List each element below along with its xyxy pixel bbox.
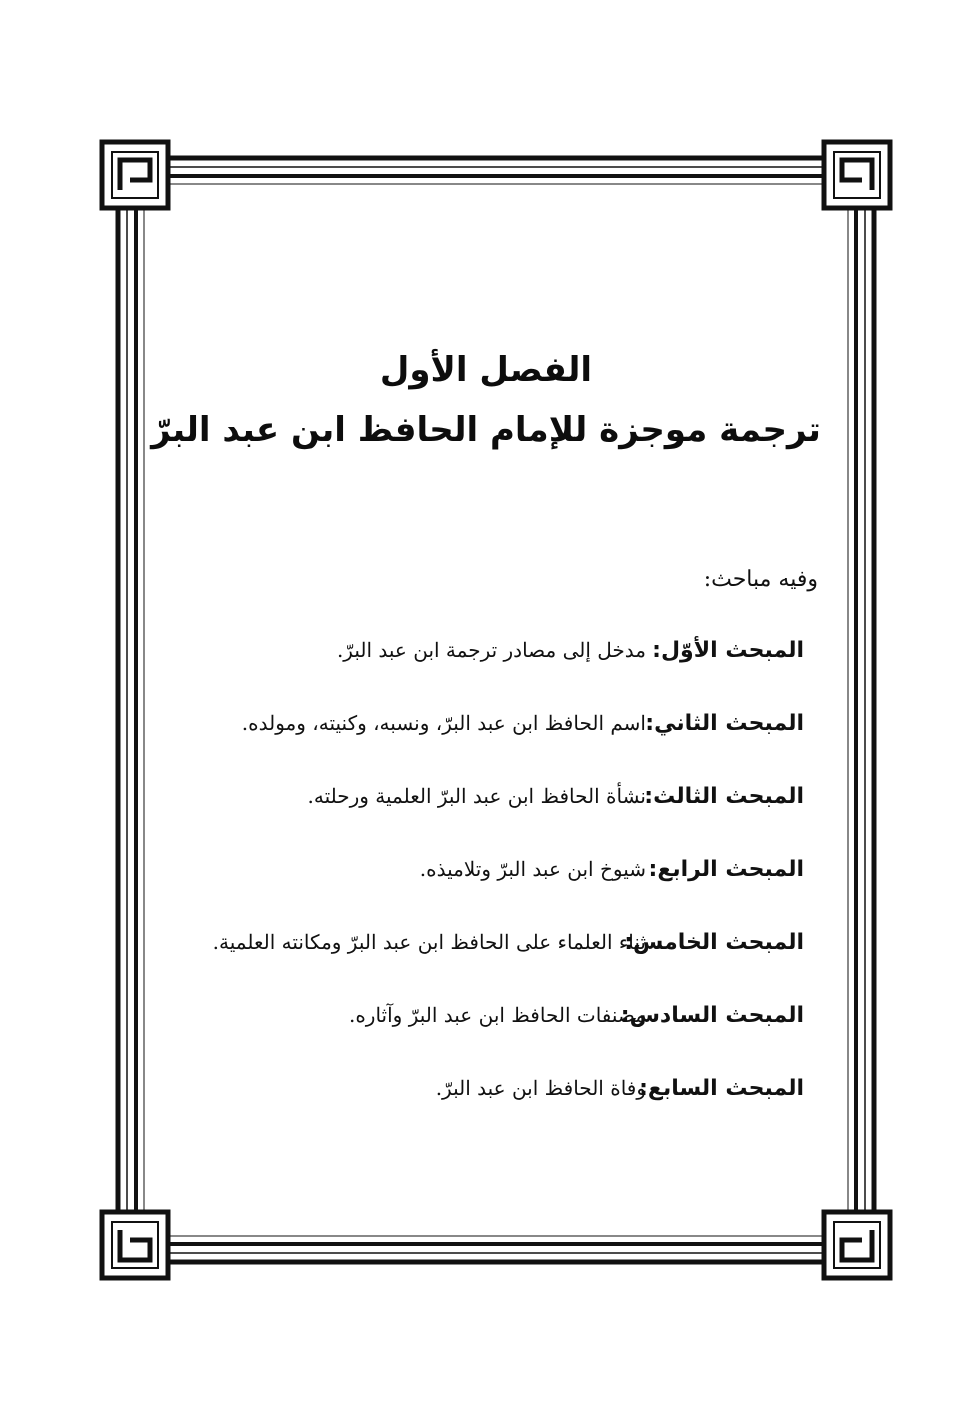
section-text: نشأة الحافظ ابن عبد البرّ العلمية ورحلته. [307, 784, 646, 808]
sections-list [150, 628, 822, 1139]
chapter-subtitle: ترجمة موجزة للإمام الحافظ ابن عبد البرّ [151, 410, 821, 450]
corner-ornament-top-right [822, 140, 892, 210]
section-text: شيوخ ابن عبد البرّ وتلاميذه. [419, 857, 646, 881]
section-item [150, 628, 822, 701]
section-item [150, 847, 822, 920]
section-label: المبحث الثالث: [644, 784, 804, 809]
page-content [150, 340, 822, 1139]
section-item [150, 701, 822, 774]
section-label: المبحث السابع: [639, 1076, 804, 1101]
section-text: مدخل إلى مصادر ترجمة ابن عبد البرّ. [336, 638, 646, 662]
section-text: ثناء العلماء على الحافظ ابن عبد البرّ ومكانته العلمية. [212, 930, 646, 954]
corner-ornament-bottom-left [100, 1210, 170, 1280]
section-label: المبحث الثاني: [645, 711, 804, 736]
section-label: المبحث الأوّل: [652, 638, 804, 663]
section-item [150, 920, 822, 993]
section-label: المبحث الرابع: [648, 857, 804, 882]
section-text: وفاة الحافظ ابن عبد البرّ. [435, 1076, 646, 1100]
sections-intro: وفيه مباحث: [703, 567, 818, 592]
section-item [150, 774, 822, 847]
section-item [150, 1066, 822, 1139]
corner-ornament-top-left [100, 140, 170, 210]
section-text: مصنفات الحافظ ابن عبد البرّ وآثاره. [348, 1003, 646, 1027]
section-item [150, 993, 822, 1066]
section-label: المبحث السادس: [620, 1003, 804, 1028]
section-label: المبحث الخامس: [624, 930, 804, 955]
corner-ornament-bottom-right [822, 1210, 892, 1280]
chapter-title: الفصل الأول [379, 350, 593, 390]
section-text: اسم الحافظ ابن عبد البرّ، ونسبه، وكنيته، ومولده. [241, 711, 646, 735]
